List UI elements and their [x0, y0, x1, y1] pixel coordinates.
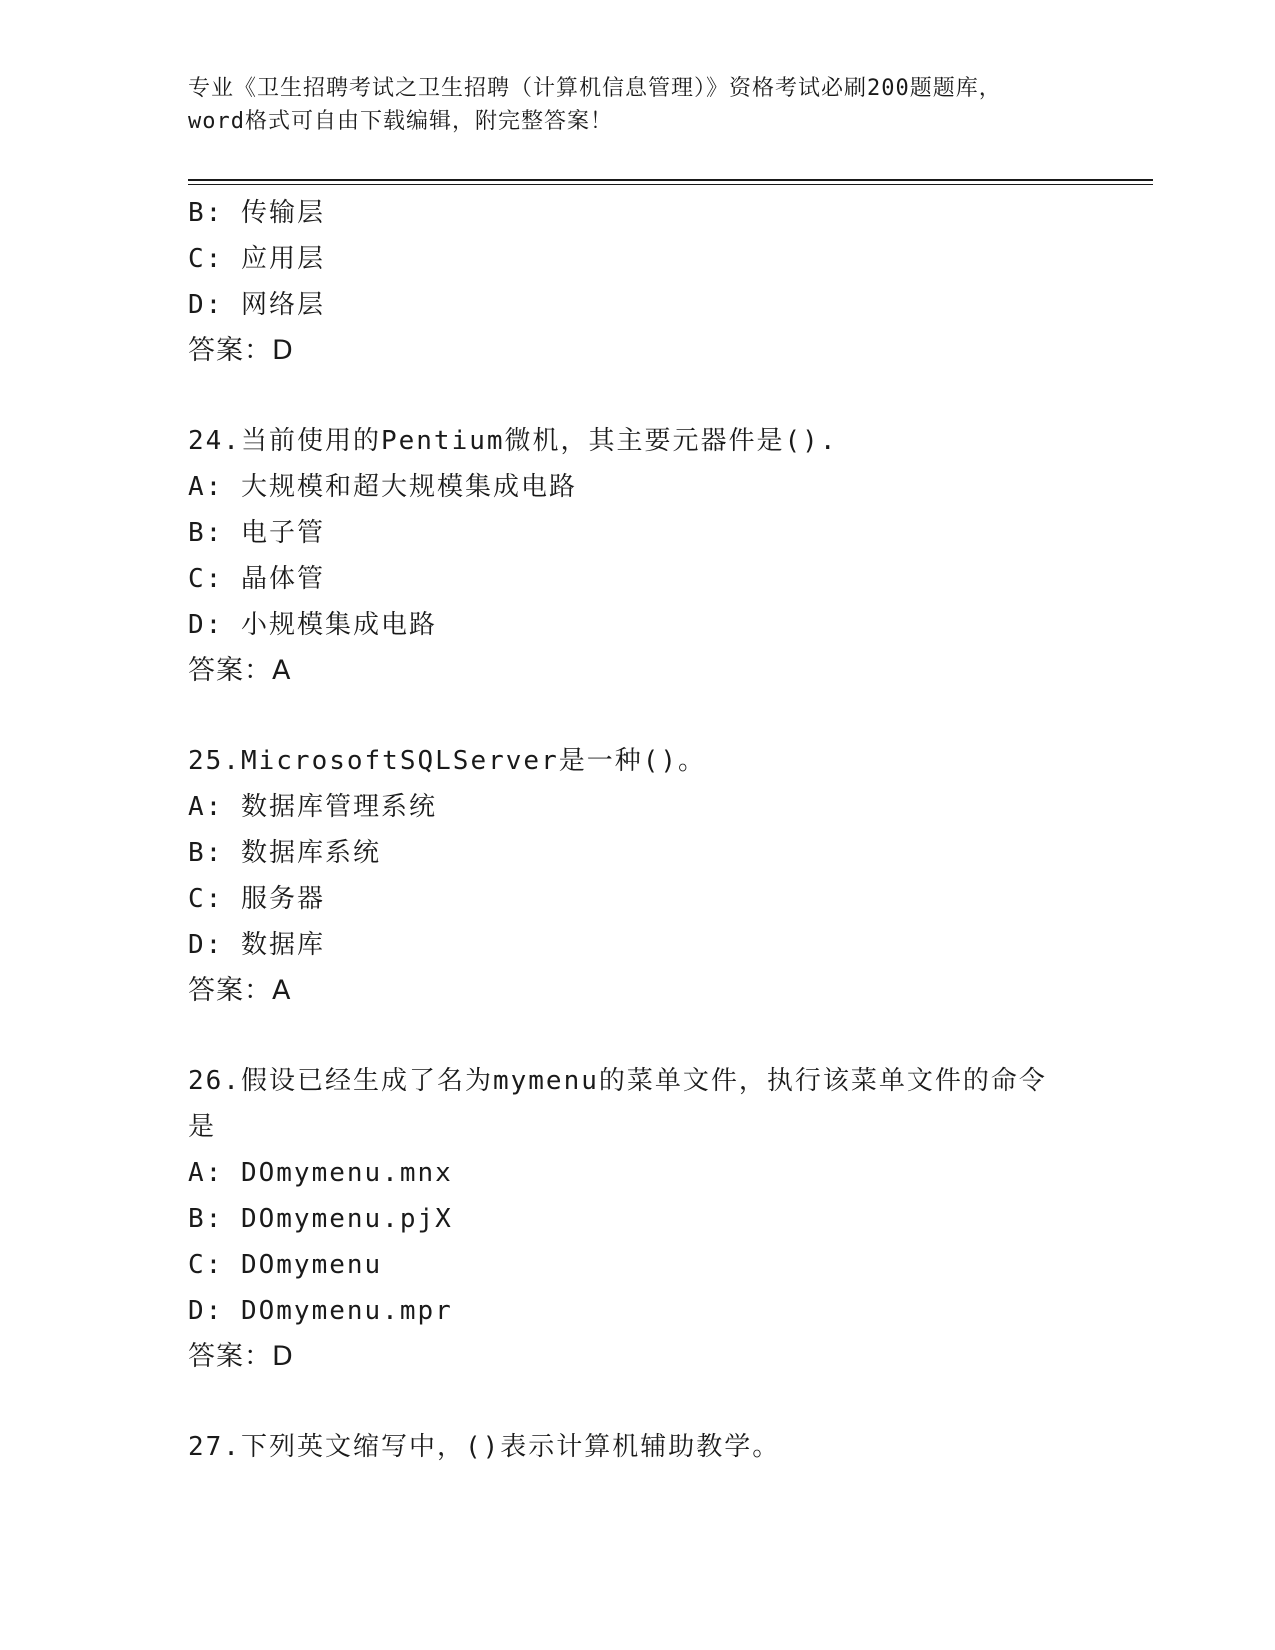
option-d: D: 小规模集成电路 [188, 610, 437, 640]
option-b: B: 数据库系统 [188, 838, 381, 868]
question-text-line-2: 是 [188, 1112, 217, 1142]
option-c: C: 应用层 [188, 244, 325, 274]
question-25 [188, 738, 1088, 1014]
question-text-line-1: 26.假设已经生成了名为mymenu的菜单文件，执行该菜单文件的命令 [188, 1066, 1047, 1096]
option-c: C: 服务器 [188, 884, 325, 914]
option-b: B: 电子管 [188, 518, 325, 548]
question-text: 27.下列英文缩写中，()表示计算机辅助教学。 [188, 1432, 781, 1462]
option-a: A: DOmymenu.mnx [188, 1158, 453, 1188]
option-d: D: DOmymenu.mpr [188, 1296, 453, 1326]
option-a: A: 大规模和超大规模集成电路 [188, 472, 577, 502]
header-rule-thick [188, 179, 1153, 181]
option-b: B: DOmymenu.pjX [188, 1204, 453, 1234]
answer: 答案：A [188, 655, 292, 686]
question-list [188, 190, 1088, 1470]
answer: 答案：D [188, 1341, 294, 1372]
option-c: C: DOmymenu [188, 1250, 383, 1280]
question-27 [188, 1424, 1088, 1470]
option-c: C: 晶体管 [188, 564, 325, 594]
header-rule-thin [188, 184, 1153, 185]
answer: 答案：A [188, 975, 292, 1006]
option-a: A: 数据库管理系统 [188, 792, 437, 822]
question-text: 25.MicrosoftSQLServer是一种()。 [188, 746, 707, 776]
question-24 [188, 418, 1088, 694]
option-b: B: 传输层 [188, 198, 325, 228]
question-text: 24.当前使用的Pentium微机，其主要元器件是(). [188, 426, 838, 456]
answer: 答案：D [188, 335, 294, 366]
header-line-2: word格式可自由下载编辑，附完整答案！ [188, 109, 613, 134]
document-header [188, 72, 1108, 138]
header-line-1: 专业《卫生招聘考试之卫生招聘（计算机信息管理）》资格考试必刷200题题库， [188, 76, 1002, 101]
option-d: D: 网络层 [188, 290, 325, 320]
question-23 [188, 190, 1088, 374]
question-26 [188, 1058, 1088, 1380]
option-d: D: 数据库 [188, 930, 325, 960]
